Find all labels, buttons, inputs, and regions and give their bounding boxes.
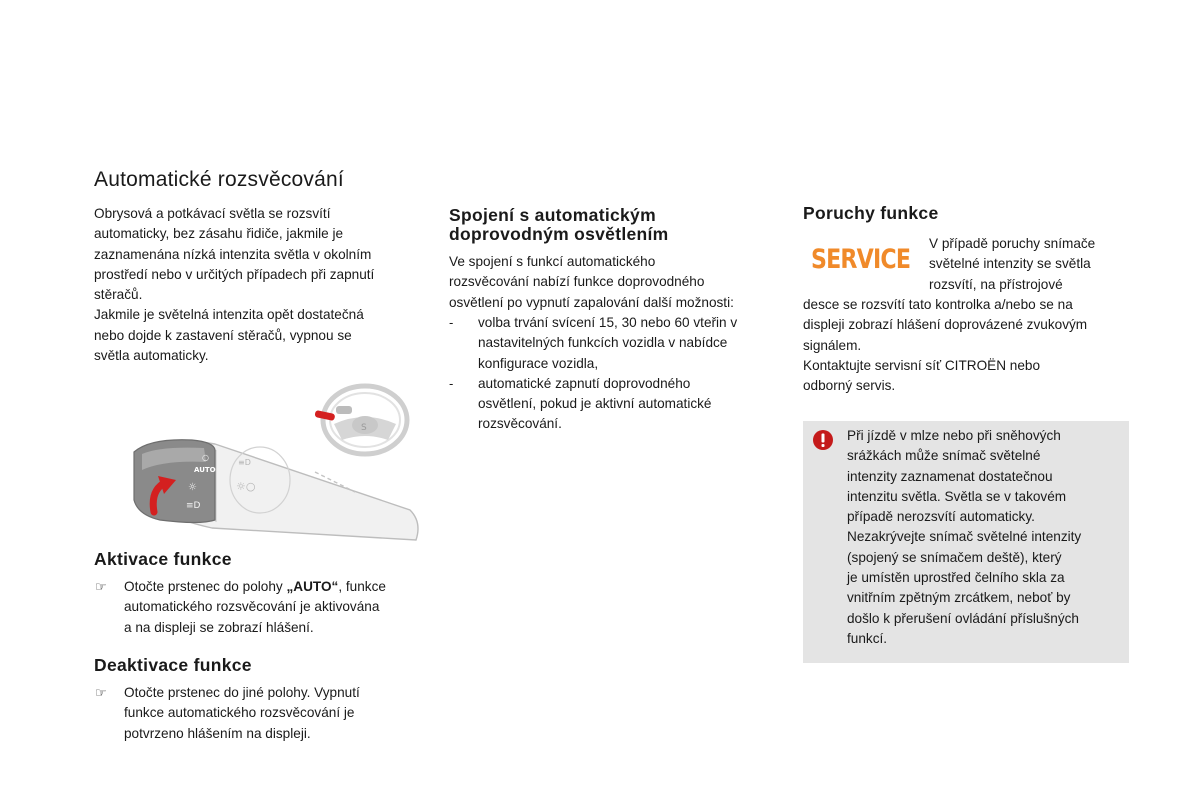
middle-intro xyxy=(449,252,779,313)
text-line: Jakmile je světelná intenzita opět dostatečná xyxy=(94,307,364,323)
svg-text:☼○: ☼○ xyxy=(236,480,256,493)
text-line: rozsvítí, na přístrojové xyxy=(929,276,1063,292)
text-line: intenzity zaznamenat dostatečnou xyxy=(847,468,1053,484)
title-line: doprovodným osvětlením xyxy=(449,224,669,244)
light-stalk-illustration xyxy=(120,380,425,545)
faults-title: Poruchy funkce xyxy=(803,203,939,223)
text-line: rozsvěcování. xyxy=(478,416,562,432)
list-item xyxy=(95,577,435,638)
fault-text-beside-icon xyxy=(929,234,1139,295)
text-line: odborný servis. xyxy=(803,378,896,394)
activation-list xyxy=(95,577,435,638)
text-line: , funkce xyxy=(338,579,386,594)
text-line: (spojený se snímačem deště), který xyxy=(847,549,1062,565)
options-list xyxy=(449,313,779,435)
svg-text:≡D: ≡D xyxy=(238,458,251,467)
text-line: displeji zobrazí hlášení doprovázené zvukovým xyxy=(803,317,1088,333)
text-line: Ve spojení s funkcí automatického xyxy=(449,254,656,269)
list-item xyxy=(449,374,779,435)
text-line: potvrzeno hlášením na displeji. xyxy=(124,725,311,741)
text-line: konfigurace vozidla, xyxy=(478,355,599,371)
text-line: Otočte prstenec do jiné polohy. Vypnutí xyxy=(124,685,360,700)
middle-title xyxy=(449,206,669,244)
text-line: signálem. xyxy=(803,337,862,353)
section-title: Automatické rozsvěcování xyxy=(94,168,344,191)
warning-exclamation-icon xyxy=(813,430,833,450)
text-line: osvětlení, pokud je aktivní automatické xyxy=(478,396,712,412)
text-line: Nezakrývejte snímač světelné intenzity xyxy=(847,529,1082,545)
text-line: Kontaktujte servisní síť CITROËN nebo xyxy=(803,357,1041,373)
text-line: Obrysová a potkávací světla se rozsvítí xyxy=(94,206,331,221)
pointing-hand-icon: ☞ xyxy=(95,685,107,700)
dash-marker: - xyxy=(449,375,454,391)
warning-text xyxy=(847,426,1122,649)
pointing-hand-icon: ☞ xyxy=(95,579,107,594)
list-item xyxy=(449,313,779,374)
svg-text:○: ○ xyxy=(202,453,209,462)
text-line: světelné intenzity se světla xyxy=(929,256,1091,272)
text-line: automatického rozsvěcování je aktivována xyxy=(124,599,380,615)
text-line: je umístěn uprostřed čelního skla za xyxy=(847,570,1065,586)
text-line: případě nerozsvítí automaticky. xyxy=(847,509,1035,525)
intro-paragraph xyxy=(94,204,434,366)
text-line: Otočte prstenec do polohy xyxy=(124,579,287,594)
svg-text:☼: ☼ xyxy=(188,482,197,493)
deactivation-list xyxy=(95,683,435,744)
text-line: nastavitelných funkcích vozidla v nabídce xyxy=(478,335,728,351)
text-line: automatické zapnutí doprovodného xyxy=(478,375,691,391)
text-line: a na displeji se zobrazí hlášení. xyxy=(124,619,314,635)
text-line: funkce automatického rozsvěcování je xyxy=(124,705,355,721)
text-line: nebo dojde k zastavení stěračů, vypnou se xyxy=(94,327,352,343)
auto-position-label: AUTO xyxy=(194,466,216,474)
text-line: došlo k přerušení ovládání příslušných xyxy=(847,610,1079,626)
auto-label: „AUTO“ xyxy=(286,579,339,594)
text-line: funkcí. xyxy=(847,630,888,646)
text-line: rozsvěcování nabízí funkce doprovodného xyxy=(449,274,705,290)
text-line: volba trvání svícení 15, 30 nebo 60 vteřin v xyxy=(478,315,738,330)
text-line: Při jízdě v mlze nebo při sněhových xyxy=(847,428,1061,443)
text-line: desce se rozsvítí tato kontrolka a/nebo se na xyxy=(803,297,1073,312)
dash-marker: - xyxy=(449,315,454,330)
text-line: V případě poruchy snímače xyxy=(929,236,1096,251)
text-line: vnitřním zpětným zrcátkem, neboť by xyxy=(847,590,1071,606)
svg-text:≡D: ≡D xyxy=(186,501,201,511)
text-line: zaznamenána nízká intenzita světla v okolním xyxy=(94,246,372,262)
steering-wheel-icon xyxy=(314,386,407,454)
text-line: prostředí nebo v určitých případech při zapnutí xyxy=(94,266,375,282)
text-line: srážkách může snímač světelné xyxy=(847,448,1041,464)
activation-title: Aktivace funkce xyxy=(94,549,232,569)
text-line: stěračů. xyxy=(94,287,143,303)
text-line: světla automaticky. xyxy=(94,348,209,364)
title-line: Spojení s automatickým xyxy=(449,205,656,225)
text-line: intenzitu světla. Světla se v takovém xyxy=(847,488,1067,504)
service-warning-lamp-icon: SERVICE xyxy=(811,244,911,275)
text-line: automaticky, bez zásahu řidiče, jakmile je xyxy=(94,226,344,242)
deactivation-title: Deaktivace funkce xyxy=(94,655,252,675)
svg-text:S: S xyxy=(361,423,367,433)
list-item xyxy=(95,683,435,744)
text-line: osvětlení po vypnutí zapalování další možnosti: xyxy=(449,294,734,310)
fault-text xyxy=(803,295,1143,396)
